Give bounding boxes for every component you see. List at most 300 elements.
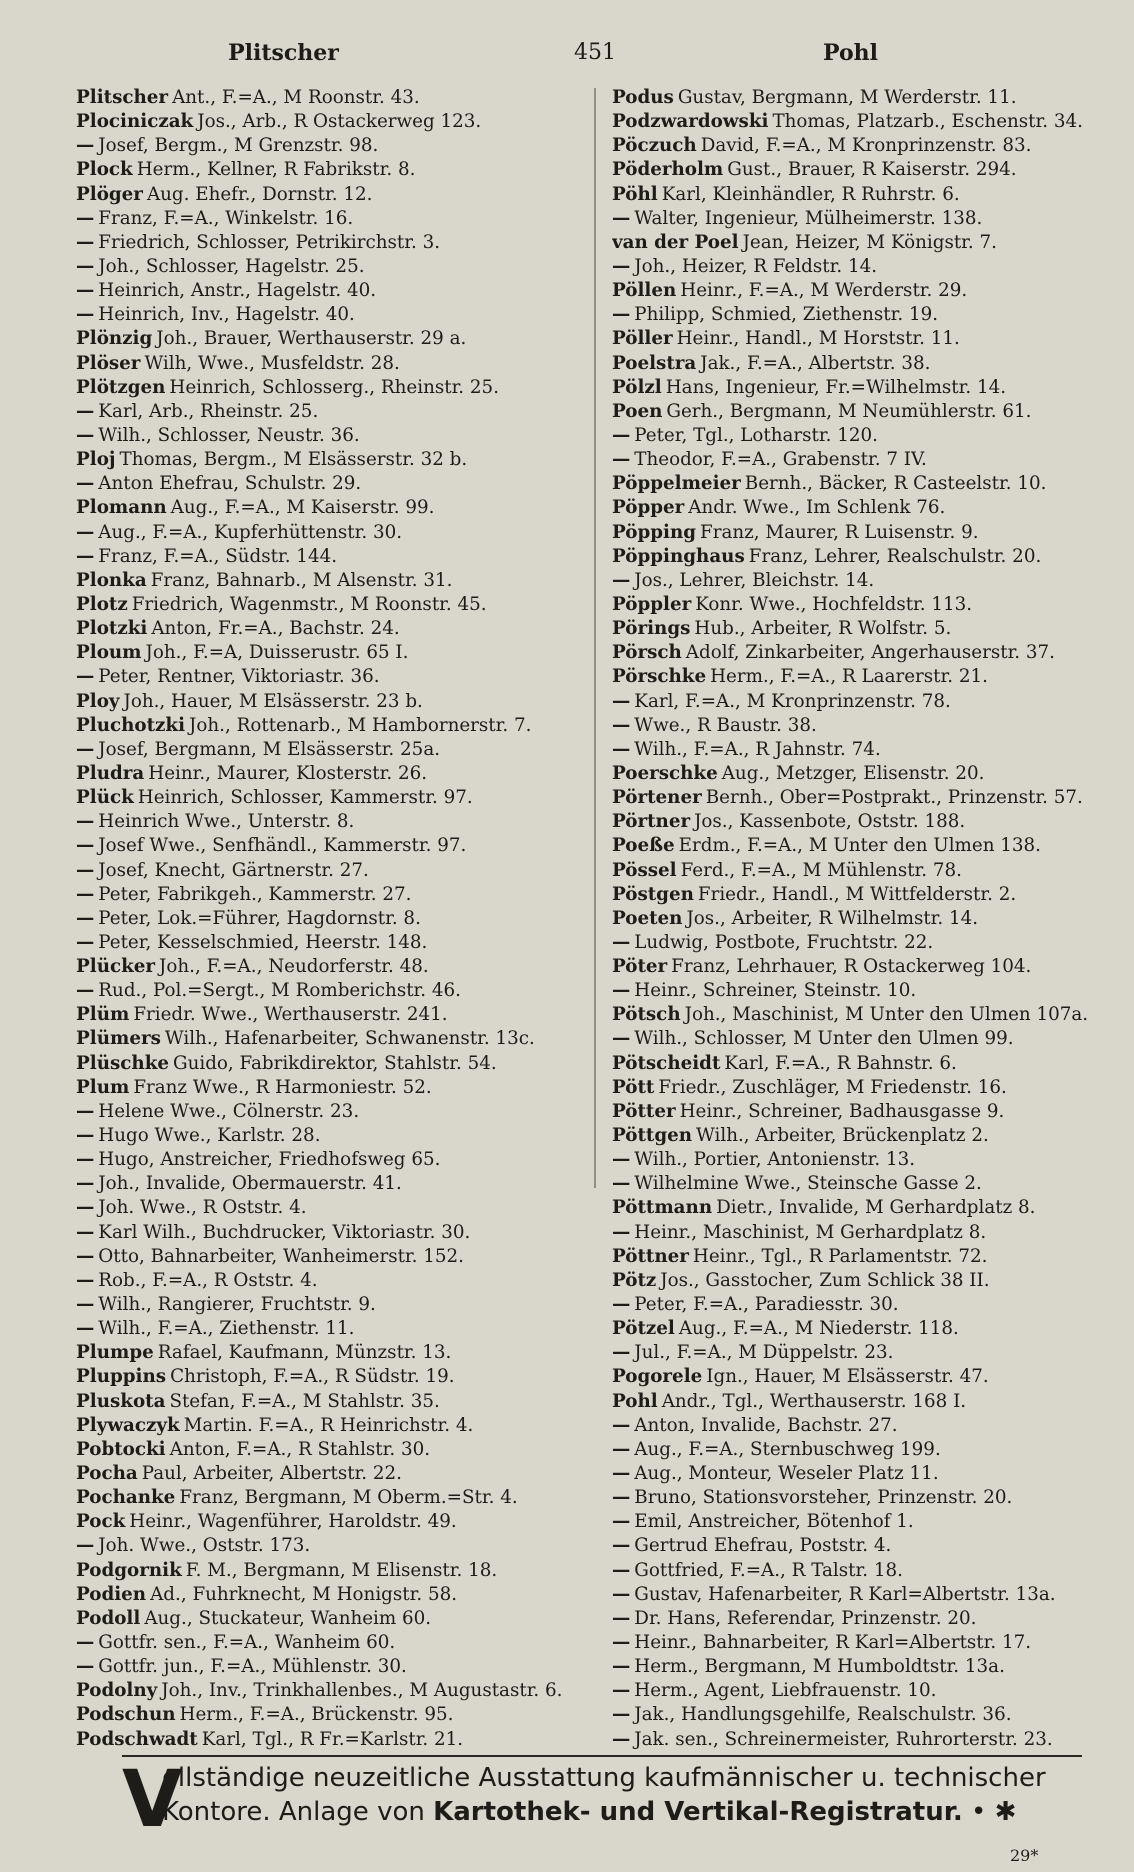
entry-surname: Pocha: [76, 1463, 138, 1485]
entry-details: Peter, Rentner, Viktoriastr. 36.: [98, 666, 380, 688]
directory-entry: [76, 859, 611, 883]
entry-surname: Pörsch: [612, 642, 682, 664]
directory-entry: [612, 810, 1134, 834]
directory-entry: [612, 158, 1134, 182]
entry-surname: Poelstra: [612, 352, 697, 374]
directory-entry: [76, 496, 611, 520]
entry-details: Herm., Kellner, R Fabrikstr. 8.: [136, 159, 416, 181]
entry-details: Heinr., Bahnarbeiter, R Karl=Albertstr. 17.: [634, 1632, 1032, 1653]
entry-surname: Pöppelmeier: [612, 473, 741, 495]
entry-surname: Pohl: [612, 1390, 658, 1412]
entry-surname: —: [612, 690, 631, 712]
directory-entry: [612, 1486, 1134, 1510]
directory-entry: [612, 352, 1134, 376]
entry-details: Peter, Fabrikgeh., Kammerstr. 27.: [98, 883, 412, 905]
entry-surname: Podolny: [76, 1680, 158, 1702]
directory-entry: [612, 1438, 1134, 1462]
entry-details: Friedrich, Schlosser, Petrikirchstr. 3.: [98, 231, 441, 253]
entry-details: Karl, F.=A., R Bahnstr. 6.: [724, 1052, 957, 1074]
entry-details: Herm., F.=A., Brückenstr. 95.: [179, 1704, 454, 1726]
entry-details: Gottfr. jun., F.=A., Mühlenstr. 30.: [98, 1656, 407, 1678]
entry-details: Karl, Arb., Rheinstr. 25.: [98, 400, 319, 422]
directory-entry: [612, 1341, 1134, 1365]
entry-surname: —: [76, 1535, 95, 1557]
entry-details: Joh., Schlosser, Hagelstr. 25.: [98, 255, 365, 277]
directory-entry: [76, 110, 611, 134]
page-number: 451: [574, 40, 616, 65]
entry-details: Heinrich, Schlosserg., Rheinstr. 25.: [169, 376, 500, 398]
directory-entry: [76, 1390, 611, 1414]
directory-entry: [612, 327, 1134, 351]
entry-details: Anton, Fr.=A., Bachstr. 24.: [151, 618, 400, 640]
directory-entry: [76, 231, 611, 255]
directory-entry: [612, 448, 1134, 472]
advertisement: [122, 1755, 1082, 1845]
entry-surname: —: [76, 424, 95, 446]
advert-ornament: • ✱: [971, 1797, 1017, 1827]
entry-details: Wilh., Rangierer, Fruchtstr. 9.: [98, 1294, 376, 1316]
entry-details: Jos., Arbeiter, R Wilhelmstr. 14.: [686, 907, 979, 929]
entry-surname: Plomann: [76, 497, 167, 519]
directory-entry: [612, 1172, 1134, 1196]
entry-details: Rud., Pol.=Sergt., M Romberichstr. 46.: [98, 980, 461, 1002]
entry-surname: Pöczuch: [612, 135, 697, 157]
directory-entry: [612, 738, 1134, 762]
directory-entry: [612, 424, 1134, 448]
entry-surname: —: [612, 569, 631, 591]
directory-entry: [612, 834, 1134, 858]
entry-details: Joh., Inv., Trinkhallenbes., M Augustastr. 6.: [161, 1680, 563, 1702]
entry-details: Guido, Fabrikdirektor, Stahlstr. 54.: [173, 1052, 497, 1074]
directory-entry: [76, 1583, 611, 1607]
directory-entry: [76, 1559, 611, 1583]
entry-surname: —: [76, 1100, 95, 1122]
entry-details: Josef, Bergm., M Grenzstr. 98.: [98, 135, 379, 157]
entry-surname: —: [612, 931, 631, 953]
entry-surname: —: [76, 304, 95, 326]
entry-surname: Pörings: [612, 618, 691, 640]
entry-surname: Plywaczyk: [76, 1414, 180, 1436]
entry-surname: Pötzel: [612, 1318, 675, 1340]
directory-entry: [612, 255, 1134, 279]
entry-surname: —: [612, 1221, 631, 1243]
directory-entry: [76, 1510, 611, 1534]
entry-surname: —: [612, 1583, 631, 1605]
directory-entry: [76, 207, 611, 231]
advert-initial: V: [122, 1755, 183, 1845]
entry-details: Aug., F.=A., M Niederstr. 118.: [678, 1318, 959, 1340]
entry-surname: —: [612, 1535, 631, 1557]
entry-details: Peter, Lok.=Führer, Hagdornstr. 8.: [98, 907, 421, 929]
entry-details: Helene Wwe., Cölnerstr. 23.: [98, 1100, 360, 1122]
entry-surname: —: [612, 714, 631, 736]
entry-details: Dr. Hans, Referendar, Prinzenstr. 20.: [634, 1607, 977, 1629]
entry-details: Wwe., R Baustr. 38.: [634, 714, 817, 736]
entry-details: Joh., Invalide, Obermauerstr. 41.: [98, 1173, 402, 1195]
directory-entry: [76, 1341, 611, 1365]
advert-line-2-highlight: Kartothek- und Vertikal-Registratur.: [433, 1797, 963, 1827]
directory-entry: [612, 1293, 1134, 1317]
directory-entry: [76, 907, 611, 931]
directory-entry: [612, 1583, 1134, 1607]
directory-entry: [76, 593, 611, 617]
entry-details: Wilh., Hafenarbeiter, Schwanenstr. 13c.: [164, 1028, 535, 1050]
directory-entry: [76, 810, 611, 834]
directory-entry: [612, 134, 1134, 158]
entry-surname: Plüm: [76, 1004, 130, 1026]
directory-entry: [612, 1221, 1134, 1245]
entry-surname: —: [76, 1269, 95, 1291]
right-column: [612, 86, 1134, 1752]
directory-entry: [612, 110, 1134, 134]
directory-entry: [76, 134, 611, 158]
entry-details: Jos., Gasstocher, Zum Schlick 38 II.: [660, 1269, 990, 1291]
directory-entry: [76, 1196, 611, 1220]
entry-surname: Pludra: [76, 762, 145, 784]
entry-details: Ad., Fuhrknecht, M Honigstr. 58.: [150, 1583, 458, 1605]
entry-surname: —: [76, 1173, 95, 1195]
directory-entry: [612, 1003, 1134, 1027]
entry-details: Joh. Wwe., Oststr. 173.: [98, 1535, 311, 1557]
entry-details: Ign., Hauer, M Elsässerstr. 47.: [706, 1366, 989, 1388]
entry-details: Wilh., Schlosser, M Unter den Ulmen 99.: [634, 1028, 1014, 1050]
entry-surname: Pöhl: [612, 183, 658, 205]
entry-details: F. M., Bergmann, M Elisenstr. 18.: [185, 1559, 498, 1581]
entry-details: Gustav, Hafenarbeiter, R Karl=Albertstr. 13a.: [634, 1583, 1056, 1605]
entry-surname: —: [76, 473, 95, 495]
entry-surname: —: [76, 280, 95, 302]
entry-details: Konr. Wwe., Hochfeldstr. 113.: [695, 593, 973, 615]
header-left-keyword: Plitscher: [228, 40, 339, 66]
entry-details: Jak. sen., Schreinermeister, Ruhrorterstr. 23.: [634, 1728, 1053, 1750]
directory-entry: [76, 1414, 611, 1438]
directory-entry: [612, 1559, 1134, 1583]
entry-details: Wilh., Arbeiter, Brückenplatz 2.: [696, 1125, 989, 1147]
entry-details: Gust., Brauer, R Kaiserstr. 294.: [727, 159, 1017, 181]
entry-surname: —: [612, 1028, 631, 1050]
directory-entry: [76, 1221, 611, 1245]
directory-entry: [612, 979, 1134, 1003]
entry-details: Jos., Kassenbote, Oststr. 188.: [694, 811, 966, 833]
directory-entry: [612, 690, 1134, 714]
entry-details: Wilh., F.=A., Ziethenstr. 11.: [98, 1318, 355, 1340]
entry-details: Hugo Wwe., Karlstr. 28.: [98, 1125, 321, 1147]
entry-details: Emil, Anstreicher, Bötenhof 1.: [634, 1511, 914, 1533]
entry-surname: —: [612, 1559, 631, 1581]
directory-entry: [612, 883, 1134, 907]
entry-surname: Podschun: [76, 1704, 176, 1726]
entry-details: Karl, Kleinhändler, R Ruhrstr. 6.: [661, 183, 960, 205]
entry-details: Anton, F.=A., R Stahlstr. 30.: [169, 1438, 431, 1460]
entry-details: Peter, Kesselschmied, Heerstr. 148.: [98, 931, 428, 953]
directory-entry: [76, 617, 611, 641]
entry-details: Aug., Metzger, Elisenstr. 20.: [721, 762, 985, 784]
directory-entry: [76, 183, 611, 207]
entry-details: Christoph, F.=A., R Südstr. 19.: [170, 1366, 455, 1388]
entry-surname: —: [76, 1632, 95, 1653]
entry-details: Friedrich, Wagenmstr., M Roonstr. 45.: [131, 593, 487, 615]
entry-surname: —: [76, 738, 95, 760]
entry-surname: Pobtocki: [76, 1438, 166, 1460]
entry-details: Hub., Arbeiter, R Wolfstr. 5.: [694, 618, 952, 640]
entry-surname: —: [76, 811, 95, 833]
advert-line-2-prefix: Kontore. Anlage von: [162, 1797, 434, 1827]
directory-entry: [76, 1728, 611, 1752]
directory-entry: [76, 738, 611, 762]
entry-surname: Plöser: [76, 352, 141, 374]
entry-surname: Pöppler: [612, 593, 692, 615]
entry-details: Heinr., Maschinist, M Gerhardplatz 8.: [634, 1221, 987, 1243]
directory-entry: [612, 1703, 1134, 1727]
directory-entry: [76, 1534, 611, 1558]
entry-surname: Plück: [76, 787, 134, 809]
entry-details: Bernh., Bäcker, R Casteelstr. 10.: [744, 473, 1047, 495]
entry-surname: Pochanke: [76, 1487, 176, 1509]
entry-details: Aug., Monteur, Weseler Platz 11.: [634, 1463, 939, 1485]
entry-surname: —: [612, 449, 631, 471]
entry-surname: —: [612, 255, 631, 277]
directory-entry: [76, 448, 611, 472]
entry-details: Erdm., F.=A., M Unter den Ulmen 138.: [678, 835, 1041, 857]
entry-surname: —: [612, 1294, 631, 1316]
entry-surname: van der Poel: [612, 231, 739, 253]
entry-details: Joh., Heizer, R Feldstr. 14.: [634, 255, 878, 277]
directory-entry: [612, 931, 1134, 955]
entry-surname: Pluppins: [76, 1366, 167, 1388]
entry-surname: Plitscher: [76, 87, 169, 108]
directory-entry: [76, 472, 611, 496]
entry-details: Peter, F.=A., Paradiesstr. 30.: [634, 1294, 899, 1316]
entry-surname: —: [612, 1438, 631, 1460]
entry-surname: Ploj: [76, 449, 116, 471]
left-column: [76, 86, 611, 1752]
entry-details: Jean, Heizer, M Königstr. 7.: [742, 231, 997, 253]
directory-entry: [612, 593, 1134, 617]
directory-entry: [612, 376, 1134, 400]
directory-entry: [76, 1124, 611, 1148]
entry-surname: —: [76, 859, 95, 881]
entry-surname: —: [76, 521, 95, 543]
entry-details: Peter, Tgl., Lotharstr. 120.: [634, 424, 878, 446]
entry-surname: —: [76, 255, 95, 277]
page-header: [0, 40, 1134, 70]
directory-entry: [76, 1438, 611, 1462]
directory-entry: [76, 545, 611, 569]
directory-entry: [76, 665, 611, 689]
entry-surname: Podoll: [76, 1607, 141, 1629]
entry-details: Walter, Ingenieur, Mülheimerstr. 138.: [634, 207, 983, 229]
entry-surname: Plöger: [76, 183, 143, 205]
directory-entry: [612, 1269, 1134, 1293]
directory-entry: [76, 1052, 611, 1076]
entry-details: Thomas, Platzarb., Eschenstr. 34.: [772, 111, 1083, 133]
entry-surname: Plum: [76, 1076, 130, 1098]
directory-entry: [612, 1679, 1134, 1703]
entry-surname: Pöllen: [612, 280, 677, 302]
entry-details: Wilh., Schlosser, Neustr. 36.: [98, 424, 360, 446]
entry-surname: Pluskota: [76, 1390, 166, 1412]
directory-entry: [76, 1486, 611, 1510]
directory-entry: [76, 1269, 611, 1293]
entry-surname: Plönzig: [76, 328, 153, 350]
entry-details: Gerh., Bergmann, M Neumühlerstr. 61.: [666, 400, 1032, 422]
directory-entry: [76, 424, 611, 448]
directory-entry: [76, 979, 611, 1003]
directory-entry: [612, 279, 1134, 303]
entry-surname: Podus: [612, 87, 674, 108]
entry-details: Ant., F.=A., M Roonstr. 43.: [172, 87, 420, 108]
entry-details: Rob., F.=A., R Oststr. 4.: [98, 1269, 318, 1291]
entry-details: Andr., Tgl., Werthauserstr. 168 I.: [661, 1390, 967, 1412]
entry-details: Joh. Wwe., R Oststr. 4.: [98, 1197, 307, 1219]
entry-details: Wilh., F.=A., R Jahnstr. 74.: [634, 738, 881, 760]
entry-details: Friedr., Zuschläger, M Friedenstr. 16.: [658, 1076, 1007, 1098]
entry-details: Heinr., F.=A., M Werderstr. 29.: [680, 280, 968, 302]
entry-surname: —: [76, 1318, 95, 1340]
directory-entry: [76, 279, 611, 303]
entry-surname: Pötz: [612, 1269, 657, 1291]
entry-surname: —: [612, 304, 631, 326]
entry-surname: —: [612, 980, 631, 1002]
column-divider: [594, 88, 596, 1188]
entry-details: Gertrud Ehefrau, Poststr. 4.: [634, 1535, 892, 1557]
entry-surname: —: [76, 231, 95, 253]
entry-surname: Plonka: [76, 569, 147, 591]
directory-entry: [612, 207, 1134, 231]
entry-surname: Plümers: [76, 1028, 161, 1050]
entry-details: Josef Wwe., Senfhändl., Kammerstr. 97.: [98, 835, 467, 857]
directory-entry: [612, 1076, 1134, 1100]
entry-details: Jul., F.=A., M Düppelstr. 23.: [634, 1342, 894, 1364]
directory-entry: [612, 1607, 1134, 1631]
entry-surname: Pött: [612, 1076, 655, 1098]
directory-entry: [612, 1052, 1134, 1076]
entry-details: Theodor, F.=A., Grabenstr. 7 IV.: [634, 449, 927, 471]
directory-entry: [612, 641, 1134, 665]
directory-entry: [76, 1003, 611, 1027]
entry-surname: Pöttmann: [612, 1197, 713, 1219]
entry-details: Herm., Agent, Liebfrauenstr. 10.: [634, 1680, 937, 1702]
entry-surname: Pöpper: [612, 497, 685, 519]
directory-entry: [76, 834, 611, 858]
entry-details: Franz, F.=A., Winkelstr. 16.: [98, 207, 354, 229]
entry-details: Heinr., Handl., M Horststr. 11.: [676, 328, 960, 350]
directory-entry: [76, 158, 611, 182]
directory-entry: [612, 569, 1134, 593]
directory-entry: [76, 714, 611, 738]
entry-surname: —: [76, 1245, 95, 1267]
directory-entry: [76, 762, 611, 786]
entry-surname: Poeße: [612, 835, 675, 857]
entry-details: Franz, Maurer, R Luisenstr. 9.: [700, 521, 979, 543]
entry-details: Josef, Knecht, Gärtnerstr. 27.: [98, 859, 369, 881]
directory-entry: [612, 907, 1134, 931]
entry-details: Paul, Arbeiter, Albertstr. 22.: [141, 1463, 402, 1485]
entry-surname: —: [612, 1607, 631, 1629]
entry-surname: Plüschke: [76, 1052, 169, 1074]
entry-details: Joh., Rottenarb., M Hambornerstr. 7.: [189, 714, 532, 736]
entry-details: Friedr. Wwe., Werthauserstr. 241.: [133, 1004, 448, 1026]
directory-entry: [612, 86, 1134, 110]
entry-details: Jos., Arb., R Ostackerweg 123.: [197, 111, 482, 133]
directory-entry: [612, 1728, 1134, 1752]
entry-details: Bernh., Ober=Postprakt., Prinzenstr. 57.: [705, 787, 1083, 809]
directory-entry: [76, 1462, 611, 1486]
directory-entry: [612, 496, 1134, 520]
entry-details: Franz, F.=A., Südstr. 144.: [98, 545, 338, 567]
entry-details: Heinrich, Inv., Hagelstr. 40.: [98, 304, 355, 326]
entry-surname: Poen: [612, 400, 663, 422]
entry-details: Philipp, Schmied, Ziethenstr. 19.: [634, 304, 939, 326]
entry-surname: Pöstgen: [612, 883, 694, 905]
entry-details: Martin. F.=A., R Heinrichstr. 4.: [183, 1414, 474, 1436]
entry-details: Ferd., F.=A., M Mühlenstr. 78.: [680, 859, 962, 881]
entry-surname: —: [76, 1221, 95, 1243]
entry-surname: —: [76, 1149, 95, 1171]
entry-surname: —: [612, 1728, 631, 1750]
entry-surname: Podschwadt: [76, 1728, 198, 1750]
directory-entry: [76, 1365, 611, 1389]
entry-details: Joh., Brauer, Werthauserstr. 29 a.: [156, 328, 467, 350]
entry-surname: —: [76, 1125, 95, 1147]
entry-details: Ludwig, Postbote, Fruchtstr. 22.: [634, 931, 934, 953]
printer-signature: 29*: [1010, 1846, 1039, 1865]
entry-details: Aug., Stuckateur, Wanheim 60.: [144, 1607, 432, 1629]
directory-entry: [612, 1510, 1134, 1534]
entry-details: Otto, Bahnarbeiter, Wanheimerstr. 152.: [98, 1245, 464, 1267]
entry-surname: —: [76, 1197, 95, 1219]
entry-surname: —: [76, 1656, 95, 1678]
entry-surname: —: [76, 400, 95, 422]
entry-details: Jak., F.=A., Albertstr. 38.: [700, 352, 931, 374]
entry-details: Aug. Ehefr., Dornstr. 12.: [146, 183, 373, 205]
entry-details: Joh., F.=A, Duisserustr. 65 I.: [145, 642, 409, 664]
directory-entry: [612, 1317, 1134, 1341]
entry-surname: —: [76, 883, 95, 905]
entry-surname: —: [612, 1173, 631, 1195]
directory-entry: [612, 617, 1134, 641]
entry-details: Rafael, Kaufmann, Münzstr. 13.: [157, 1342, 452, 1364]
entry-details: Friedr., Handl., M Wittfelderstr. 2.: [697, 883, 1017, 905]
entry-surname: Pötter: [612, 1100, 676, 1122]
entry-surname: —: [612, 1487, 631, 1509]
directory-entry: [76, 376, 611, 400]
entry-details: Wilhelmine Wwe., Steinsche Gasse 2.: [634, 1173, 982, 1195]
entry-details: Hugo, Anstreicher, Friedhofsweg 65.: [98, 1149, 441, 1171]
directory-entry: [612, 231, 1134, 255]
entry-details: Adolf, Zinkarbeiter, Angerhauserstr. 37.: [685, 642, 1055, 664]
directory-entry: [612, 714, 1134, 738]
entry-details: Heinr., Maurer, Klosterstr. 26.: [148, 762, 428, 784]
directory-entry: [76, 352, 611, 376]
directory-entry: [612, 1390, 1134, 1414]
directory-entry: [76, 400, 611, 424]
entry-surname: —: [612, 1632, 631, 1653]
entry-surname: Plumpe: [76, 1342, 154, 1364]
directory-entry: [76, 1293, 611, 1317]
directory-entry: [76, 327, 611, 351]
directory-entry: [612, 1462, 1134, 1486]
directory-entry: [76, 521, 611, 545]
entry-surname: —: [612, 207, 631, 229]
entry-surname: Pötsch: [612, 1004, 681, 1026]
directory-entry: [76, 1631, 611, 1655]
entry-details: Karl Wilh., Buchdrucker, Viktoriastr. 30.: [98, 1221, 471, 1243]
directory-entry: [612, 545, 1134, 569]
directory-entry: [76, 255, 611, 279]
entry-surname: Pössel: [612, 859, 677, 881]
entry-details: Jos., Lehrer, Bleichstr. 14.: [634, 569, 875, 591]
